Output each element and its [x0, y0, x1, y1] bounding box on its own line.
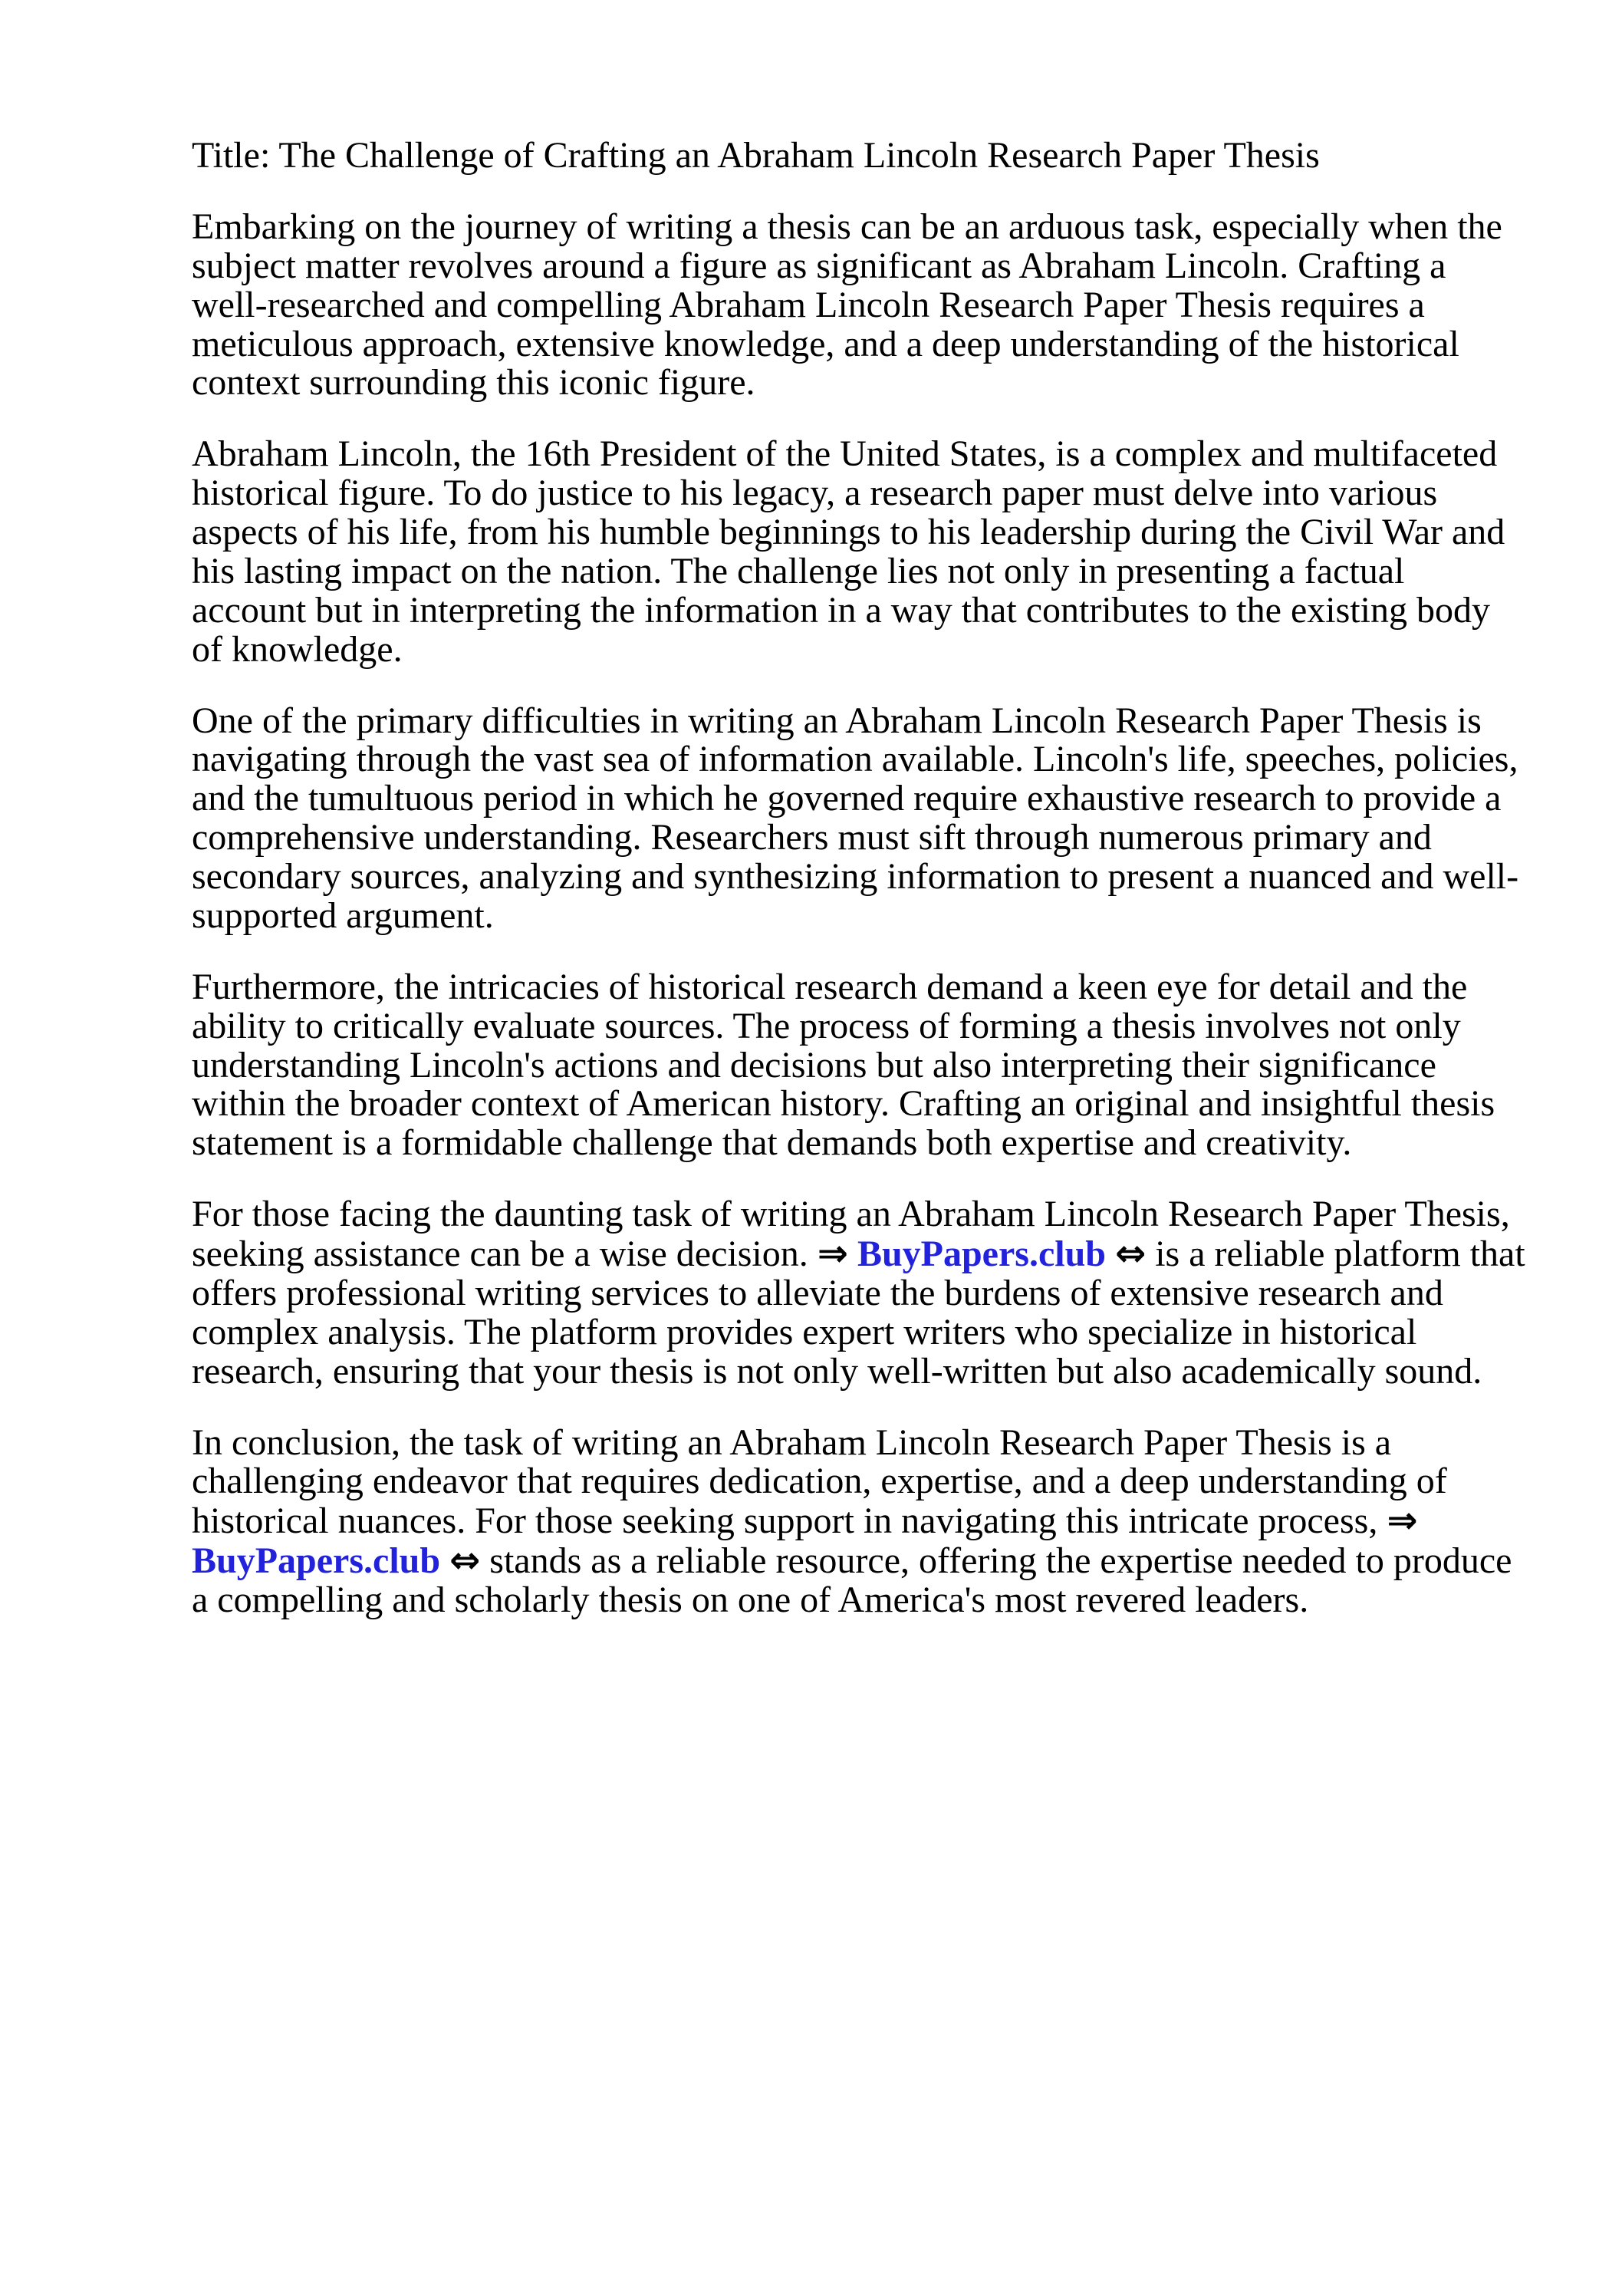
paragraph-assistance: [192, 1195, 1526, 1391]
buypapers-club-link[interactable]: BuyPapers.club: [857, 1234, 1106, 1274]
double-arrow-leftright-icon: ⇔: [1114, 1232, 1147, 1275]
paragraph-difficulties: One of the primary difficulties in writing an Abraham Lincoln Research Paper Thesis is navigating through the vast sea of information available. Lincoln's life, speeches, policies, and the tumultuous period in which he governed require exhaustive research to provide a comprehensive understanding. Researchers must sift through numerous primary and secondary sources, analyzing and synthesizing information to present a nuanced and well-supported argument.: [192, 700, 1519, 936]
double-arrow-right-icon: ⇒: [1387, 1499, 1418, 1543]
double-arrow-right-icon: ⇒: [817, 1232, 848, 1275]
document-title: Title: The Challenge of Crafting an Abraham Lincoln Research Paper Thesis: [192, 135, 1320, 176]
double-arrow-leftright-icon: ⇔: [449, 1539, 481, 1583]
paragraph-conclusion: [192, 1421, 1526, 1620]
paragraph-lincoln-figure: Abraham Lincoln, the 16th President of the United States, is a complex and multifaceted historical figure. To do justice to his legacy, a research paper must delve into various aspects of his life, from his humble beginnings to his leadership during the Civil War and his lasting impact on the nation. The challenge lies not only in presenting a factual account but in interpreting the information in a way that contributes to the existing body of knowledge.: [192, 433, 1505, 670]
paragraph-assistance-text-after: is a reliable platform that offers professional writing services to alleviate the burdens of extensive research and complex analysis. The platform provides expert writers who specialize in historical research, ensuring that your thesis is not only well-written but also academically sound.: [192, 1234, 1525, 1392]
buypapers-club-link-2[interactable]: BuyPapers.club: [192, 1540, 441, 1582]
paragraph-assistance-text-before: For those facing the daunting task of writing an Abraham Lincoln Research Paper Thesis, seeking assistance can be a wise decision.: [192, 1194, 1510, 1274]
paragraph-intro: Embarking on the journey of writing a thesis can be an arduous task, especially when the subject matter revolves around a figure as significant as Abraham Lincoln. Crafting a well-researched and compelling Abraham Lincoln Research Paper Thesis requires a meticulous approach, extensive knowledge, and a deep understanding of the historical context surrounding this iconic figure.: [192, 206, 1502, 404]
paragraph-conclusion-text-before: In conclusion, the task of writing an Abraham Lincoln Research Paper Thesis is a challenging endeavor that requires dedication, expertise, and a deep understanding of historical nuances. For those seeking support in navigating this intricate process,: [192, 1421, 1447, 1542]
paragraph-conclusion-text-after: stands as a reliable resource, offering the expertise needed to produce a compelling and scholarly thesis on one of America's most revered leaders.: [192, 1540, 1512, 1620]
paragraph-intricacies: Furthermore, the intricacies of historical research demand a keen eye for detail and the ability to critically evaluate sources. The process of forming a thesis involves not only understanding Lincoln's actions and decisions but also interpreting their significance within the broader context of American history. Crafting an original and insightful thesis statement is a formidable challenge that demands both expertise and creativity.: [192, 966, 1495, 1164]
